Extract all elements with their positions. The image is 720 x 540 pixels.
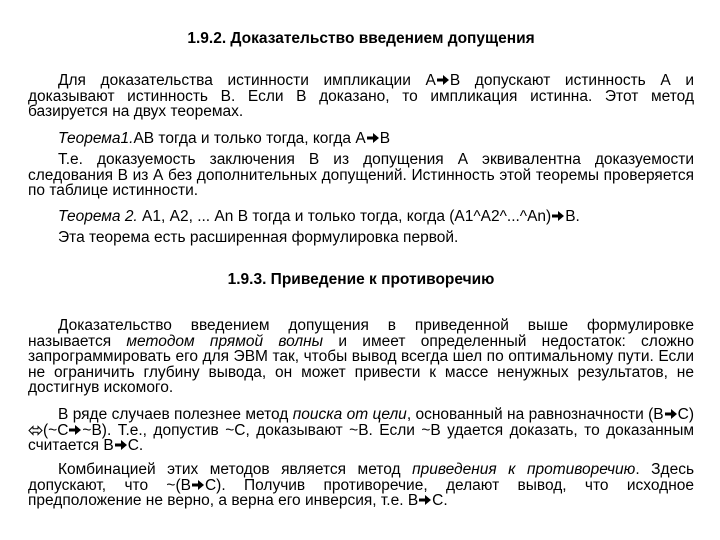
paragraph-text: Доказательство введением допущения в приведенной выше формулировке называется: [28, 317, 694, 350]
theorem-text: В: [379, 130, 391, 147]
right-arrow-icon: [115, 439, 127, 451]
paragraph-text: В ряде случаев полезнее метод: [58, 406, 293, 423]
paragraph-intro: [28, 73, 694, 120]
paragraph-text: Для доказательства истинности импликации А: [58, 72, 436, 89]
paragraph-text: С.: [127, 437, 144, 455]
right-arrow-icon: [665, 408, 677, 420]
theorem-name: Теорема 2.: [58, 208, 138, 225]
paragraph-contradiction: [28, 462, 694, 509]
paragraph-text: В допускают истинность А и доказывают истинность В. Если В доказано, то импликация истинна. Этот метод базируется на двух теоремах.: [28, 72, 694, 121]
right-arrow-icon: [552, 210, 564, 222]
section-heading-1-9-3: 1.9.3. Приведение к противоречию: [227, 271, 495, 288]
theorem-text: А1, А2, ... Аn В тогда и только тогда, когда (А1^А2^...^Аn): [137, 208, 552, 225]
paragraph-text: Комбинацией этих методов является метод: [58, 461, 413, 478]
paragraph-text: С). Получив противоречие, делают вывод, что исходное предположение не верно, а верна его инверсия, т.е. В: [28, 476, 694, 510]
term-emphasis: поиска от цели: [292, 406, 407, 423]
theorem-1: [58, 131, 390, 147]
theorem-name: Теорема1.: [58, 130, 134, 147]
paragraph-explanation: Т.е. доказуемость заключения В из допущения А эквивалентна доказуемости следования В из А без дополнительных допущений. Истинность этой теоремы проверяется по таблице истинности.: [28, 151, 694, 200]
term-emphasis: методом прямой волны: [126, 332, 324, 350]
theorem-text: АВ тогда и только тогда, когда А: [133, 130, 366, 147]
paragraph-text: . Здесь допускают, что ~(В: [28, 461, 695, 494]
right-arrow-icon: [192, 479, 204, 491]
paragraph-goal-search: [28, 407, 694, 454]
paragraph-direct-wave: [28, 318, 694, 396]
double-arrow-icon: [28, 425, 43, 436]
paragraph-text: С.: [432, 492, 448, 510]
section-heading-1-9-2: 1.9.2. Доказательство введением допущения: [187, 30, 535, 47]
paragraph-text: , основанный на равнозначности (В: [406, 406, 664, 423]
paragraph-text: ~В). Т.е., допустив ~С, доказывают ~В. Если ~В удается доказать, то доказанным считается В: [28, 421, 694, 455]
right-arrow-icon: [367, 132, 379, 144]
term-emphasis: приведения к противоречию: [412, 461, 636, 478]
theorem-text: В.: [565, 208, 580, 225]
slide: [28, 0, 694, 540]
right-arrow-icon: [69, 424, 81, 436]
paragraph-extension: Эта теорема есть расширенная формулировка первой.: [58, 229, 459, 246]
right-arrow-icon: [419, 494, 431, 506]
paragraph-text: и имеет определенный недостаток: сложно запрограммировать его для ЭВМ так, чтобы вывод всегда шел по оптимальному пути. Если не ограничить глубину вывода, он может привести к массе ненужных результатов, не достигнув искомого.: [28, 332, 694, 397]
right-arrow-icon: [437, 74, 449, 86]
paragraph-text: (~С: [43, 421, 69, 439]
paragraph-text: С): [677, 406, 694, 423]
theorem-2: [58, 209, 580, 225]
